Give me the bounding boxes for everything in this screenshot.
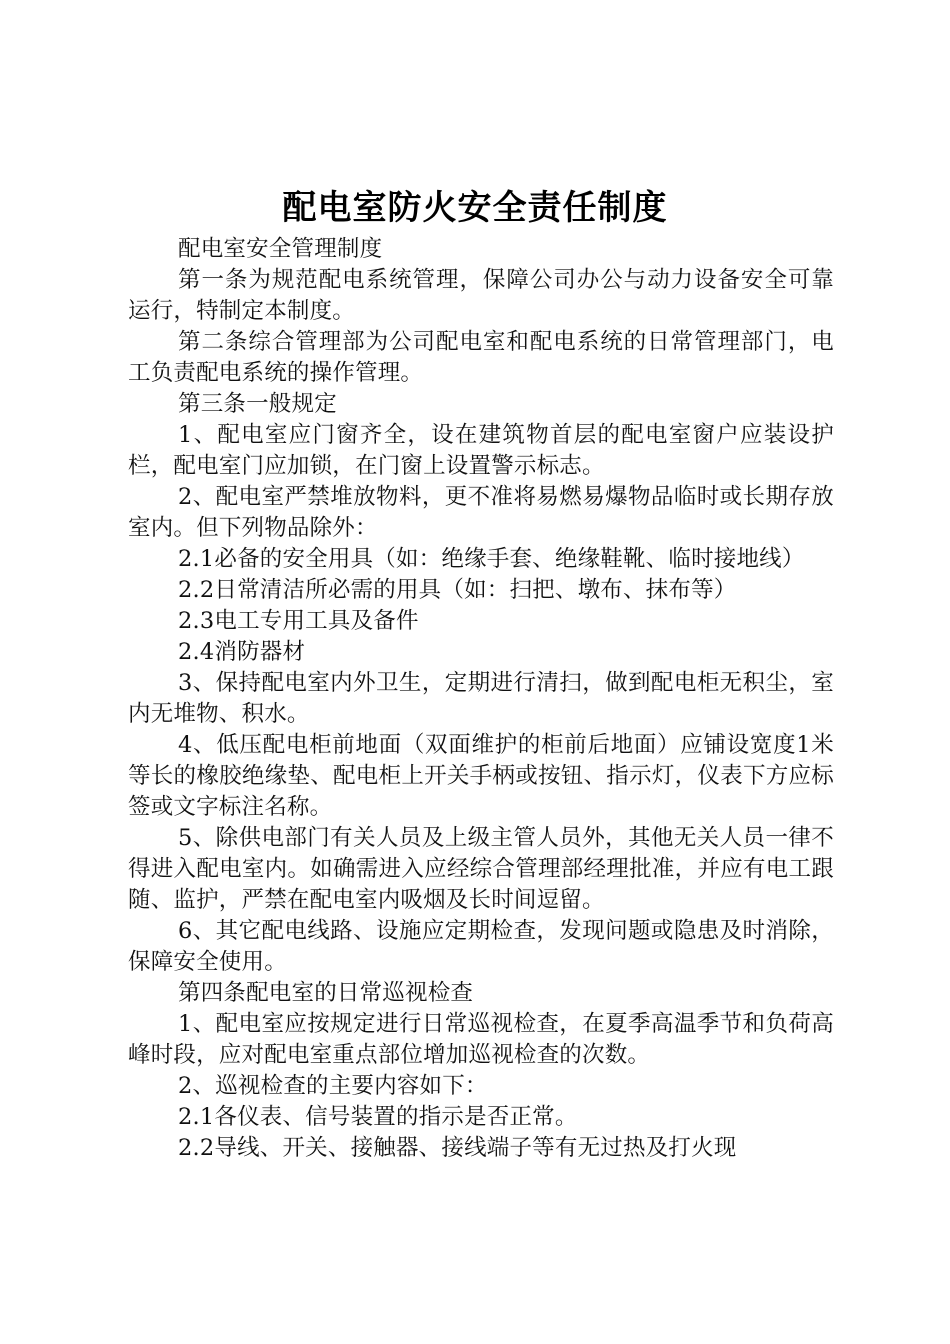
paragraph: 2.3电工专用工具及备件 [178,608,419,634]
document-body [128,234,834,1164]
paragraph: 5、除供电部门有关人员及上级主管人员外，其他无关人员一律不得进入配电室内。如确需进入应经综合管理部经理批准，并应有电工跟随、监护，严禁在配电室内吸烟及长时间逗留。 [128,825,834,913]
paragraph: 2、配电室严禁堆放物料，更不准将易燃易爆物品临时或长期存放室内。但下列物品除外： [128,484,834,541]
paragraph: 4、低压配电柜前地面（双面维护的柜前后地面）应铺设宽度1米等长的橡胶绝缘垫、配电柜上开关手柄或按钮、指示灯，仪表下方应标签或文字标注名称。 [128,732,834,820]
paragraph: 2.2导线、开关、接触器、接线端子等有无过热及打火现 [178,1135,737,1161]
paragraph: 2.4消防器材 [178,639,306,665]
paragraph: 配电室安全管理制度 [178,236,383,262]
paragraph: 1、配电室应门窗齐全，设在建筑物首层的配电室窗户应装设护栏，配电室门应加锁，在门窗上设置警示标志。 [128,422,834,479]
paragraph: 2.2日常清洁所必需的用具（如：扫把、墩布、抹布等） [178,577,737,603]
document-title: 配电室防火安全责任制度 [282,188,668,228]
paragraph: 2.1各仪表、信号装置的指示是否正常。 [178,1104,578,1130]
paragraph: 第一条为规范配电系统管理，保障公司办公与动力设备安全可靠运行，特制定本制度。 [128,267,834,324]
paragraph: 2、巡视检查的主要内容如下： [178,1073,488,1099]
paragraph: 1、配电室应按规定进行日常巡视检查，在夏季高温季节和负荷高峰时段，应对配电室重点部位增加巡视检查的次数。 [128,1011,834,1068]
paragraph: 第四条配电室的日常巡视检查 [178,980,474,1006]
paragraph: 2.1必备的安全用具（如：绝缘手套、绝缘鞋靴、临时接地线） [178,546,805,572]
paragraph: 6、其它配电线路、设施应定期检查，发现问题或隐患及时消除，保障安全使用。 [128,918,834,975]
paragraph: 第三条一般规定 [178,391,337,417]
paragraph: 3、保持配电室内外卫生，定期进行清扫，做到配电柜无积尘，室内无堆物、积水。 [128,670,834,727]
paragraph: 第二条综合管理部为公司配电室和配电系统的日常管理部门，电工负责配电系统的操作管理。 [128,329,834,386]
